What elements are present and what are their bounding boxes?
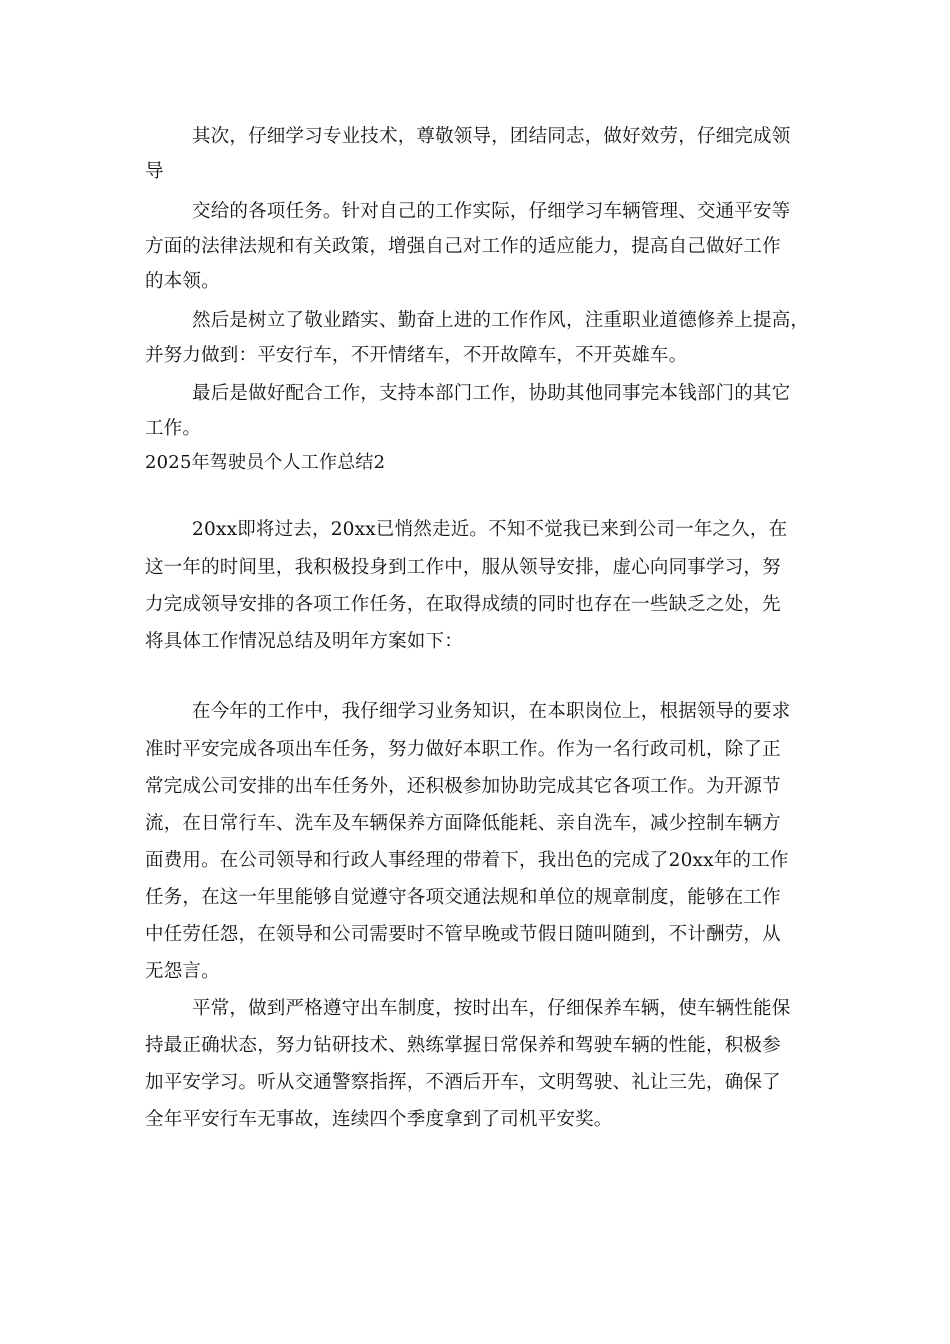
text-line: 力完成领导安排的各项工作任务，在取得成绩的同时也存在一些缺乏之处，先 — [145, 594, 781, 615]
text-line: 持最正确状态，努力钻研技术、熟练掌握日常保养和驾驶车辆的性能，积极参 — [145, 1035, 781, 1056]
text-line: 在今年的工作中，我仔细学习业务知识，在本职岗位上，根据领导的要求 — [192, 701, 791, 722]
text-line: 任务，在这一年里能够自觉遵守各项交通法规和单位的规章制度，能够在工作 — [145, 887, 781, 908]
text-line: 其次，仔细学习专业技术，尊敬领导，团结同志，做好效劳，仔细完成领 — [192, 126, 791, 147]
text-line: 方面的法律法规和有关政策，增强自己对工作的适应能力，提高自己做好工作 — [145, 236, 781, 257]
text-line: 导 — [145, 161, 164, 182]
text-line: 工作。 — [145, 418, 202, 439]
text-line: 20xx即将过去，20xx已悄然走近。不知不觉我已来到公司一年之久，在 — [192, 519, 788, 540]
section-heading: 2025年驾驶员个人工作总结2 — [145, 452, 386, 473]
text-line: 全年平安行车无事故，连续四个季度拿到了司机平安奖。 — [145, 1109, 613, 1130]
text-line: 常完成公司安排的出车任务外，还积极参加协助完成其它各项工作。为开源节 — [145, 776, 781, 797]
text-line: 准时平安完成各项出车任务，努力做好本职工作。作为一名行政司机，除了正 — [145, 739, 781, 760]
text-line: 这一年的时间里，我积极投身到工作中，服从领导安排，虚心向同事学习，努 — [145, 557, 781, 578]
text-line: 加平安学习。听从交通警察指挥，不酒后开车，文明驾驶、礼让三先，确保了 — [145, 1072, 781, 1093]
text-line: 面费用。在公司领导和行政人事经理的带着下，我出色的完成了20xx年的工作 — [145, 850, 789, 871]
text-line: 交给的各项任务。针对自己的工作实际，仔细学习车辆管理、交通平安等 — [192, 201, 791, 222]
text-line: 流，在日常行车、洗车及车辆保养方面降低能耗、亲自洗车，减少控制车辆方 — [145, 813, 781, 834]
text-line: 将具体工作情况总结及明年方案如下： — [145, 631, 463, 652]
text-line: 平常，做到严格遵守出车制度，按时出车，仔细保养车辆，使车辆性能保 — [192, 998, 791, 1019]
text-line: 中任劳任怨，在领导和公司需要时不管早晚或节假日随叫随到，不计酬劳，从 — [145, 924, 781, 945]
text-line: 然后是树立了敬业踏实、勤奋上进的工作作风，注重职业道德修养上提高， — [192, 310, 810, 331]
text-line: 最后是做好配合工作，支持本部门工作，协助其他同事完本钱部门的其它 — [192, 383, 791, 404]
text-line: 并努力做到：平安行车，不开情绪车，不开故障车，不开英雄车。 — [145, 345, 688, 366]
text-line: 无怨言。 — [145, 961, 220, 982]
text-line: 的本领。 — [145, 271, 220, 292]
